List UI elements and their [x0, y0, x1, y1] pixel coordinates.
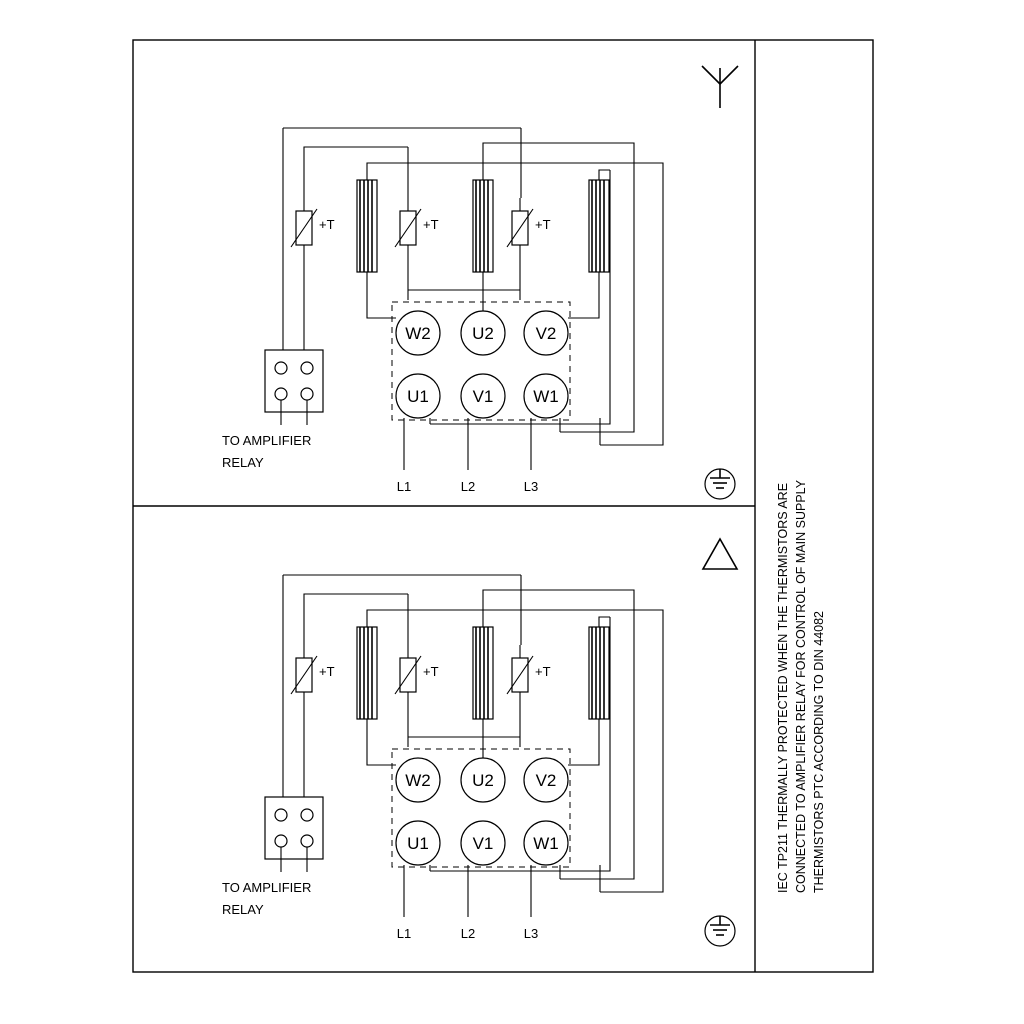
terminal-v2: V2 — [535, 771, 557, 790]
terminal-u2: U2 — [472, 771, 494, 790]
amplifier-label-line2: RELAY — [222, 455, 264, 470]
supply-label-l2: L2 — [460, 926, 476, 941]
thermistor-label-3: +T — [535, 217, 551, 232]
terminal-v2: V2 — [535, 324, 557, 343]
thermistor-1 — [291, 645, 317, 705]
thermistor-label-1: +T — [319, 664, 335, 679]
amplifier-terminal-box — [265, 797, 323, 872]
side-note-line-2: CONNECTED TO AMPLIFIER RELAY FOR CONTROL OF MAIN SUPPLY — [794, 479, 808, 893]
supply-lines-star — [404, 418, 600, 470]
terminal-w1: W1 — [533, 834, 559, 853]
terminal-u1: U1 — [407, 834, 429, 853]
thermistor-2 — [395, 645, 421, 705]
supply-label-l3: L3 — [523, 926, 539, 941]
stator-coil-2 — [473, 627, 493, 719]
terminal-block-delta — [392, 749, 570, 867]
side-note-line-3: THERMISTORS PTC ACCORDING TO DIN 44082 — [812, 610, 826, 893]
wye-symbol — [702, 66, 738, 108]
stator-coil-2 — [473, 180, 493, 272]
earth-ground-icon — [705, 916, 735, 946]
supply-label-l1: L1 — [396, 479, 412, 494]
stator-coil-3 — [589, 180, 609, 272]
thermistor-label-3: +T — [535, 664, 551, 679]
amplifier-label-line1: TO AMPLIFIER — [222, 433, 312, 448]
thermistor-label-2: +T — [423, 664, 439, 679]
supply-label-l1: L1 — [396, 926, 412, 941]
delta-symbol — [703, 539, 737, 569]
amplifier-label-line1: TO AMPLIFIER — [222, 880, 312, 895]
supply-label-l3: L3 — [523, 479, 539, 494]
thermistor-1 — [291, 198, 317, 258]
stator-coil-3 — [589, 627, 609, 719]
terminal-u2: U2 — [472, 324, 494, 343]
side-note-line-1: IEC TP211 THERMALLY PROTECTED WHEN THE THERMISTORS ARE — [776, 482, 790, 893]
terminal-w1: W1 — [533, 387, 559, 406]
terminal-block-star — [392, 302, 570, 420]
thermistor-2 — [395, 198, 421, 258]
terminal-u1: U1 — [407, 387, 429, 406]
terminal-v1: V1 — [472, 387, 494, 406]
thermistor-label-2: +T — [423, 217, 439, 232]
thermistor-3 — [507, 198, 533, 258]
amplifier-label-line2: RELAY — [222, 902, 264, 917]
terminal-w2: W2 — [405, 324, 431, 343]
earth-ground-icon — [705, 469, 735, 499]
supply-label-l2: L2 — [460, 479, 476, 494]
panel-star — [222, 66, 738, 499]
diagram-frame — [133, 40, 873, 972]
supply-lines-delta — [404, 865, 600, 917]
thermistor-3 — [507, 645, 533, 705]
panel-delta — [222, 539, 737, 946]
terminal-w2: W2 — [405, 771, 431, 790]
terminal-v1: V1 — [472, 834, 494, 853]
stator-coil-1 — [357, 627, 377, 719]
amplifier-terminal-box — [265, 350, 323, 425]
side-note-block — [776, 479, 826, 893]
stator-coil-1 — [357, 180, 377, 272]
thermistor-label-1: +T — [319, 217, 335, 232]
